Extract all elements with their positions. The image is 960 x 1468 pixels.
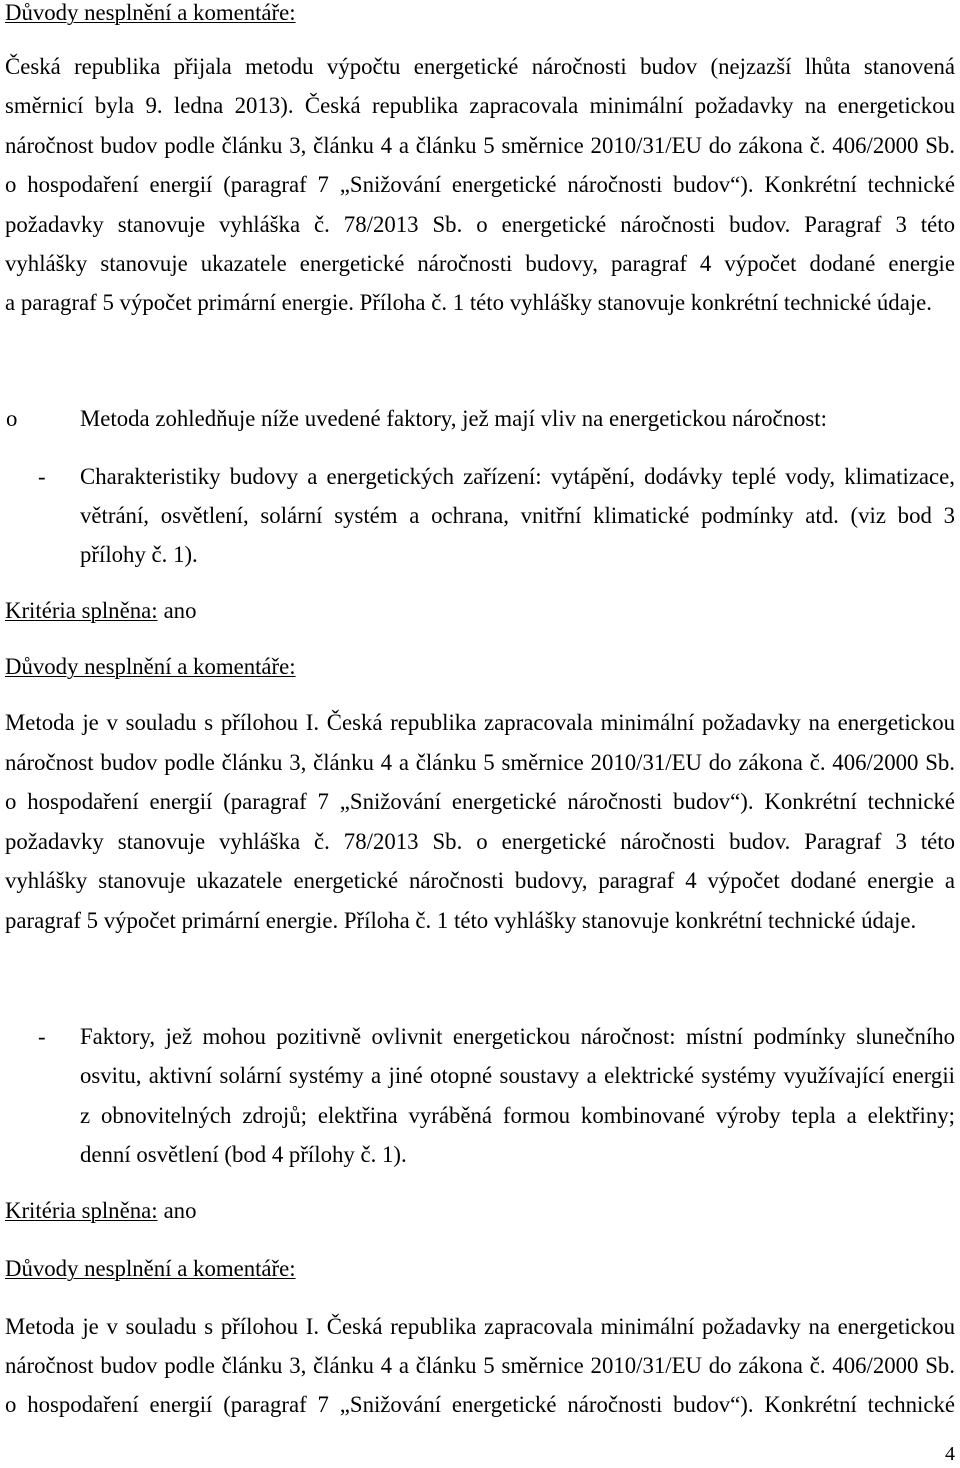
method-list-item [6, 399, 955, 439]
criteria-label: Kritéria splněna: [5, 598, 158, 623]
comments-heading: Důvody nesplnění a komentáře: [5, 0, 296, 25]
factor-list-item-2 [38, 1017, 955, 1175]
paragraph-line: vyhlášky stanovuje ukazatele energetické náročnosti budovy, paragraf 4 výpočet dodané energie a [5, 868, 955, 894]
comments-heading: Důvody nesplnění a komentáře: [5, 654, 296, 679]
paragraph-line: požadavky stanovuje vyhláška č. 78/2013 Sb. o energetické náročnosti budov. Paragraf 3 této [5, 828, 955, 854]
paragraph-line: Metoda je v souladu s přílohou I. Česká republika zapracovala minimální požadavky na energetickou [5, 710, 955, 735]
paragraph-line: o hospodaření energií (paragraf 7 „Snižování energetické náročnosti budov“). Konkrétní technické [5, 172, 955, 198]
comments-heading: Důvody nesplnění a komentáře: [5, 1256, 296, 1281]
list-item-line: denní osvětlení (bod 4 přílohy č. 1). [80, 1142, 407, 1168]
paragraph-line: náročnost budov podle článku 3, článku 4 a článku 5 směrnice 2010/31/EU do zákona č. 406/2000 Sb. [5, 1353, 955, 1378]
dash-marker: - [38, 464, 46, 489]
list-item-line: větrání, osvětlení, solární systém a ochrana, vnitřní klimatické podmínky atd. (viz bod 3 [80, 503, 955, 528]
criteria-label: Kritéria splněna: [5, 1198, 158, 1223]
paragraph-line: náročnost budov podle článku 3, článku 4 a článku 5 směrnice 2010/31/EU do zákona č. 406/2000 Sb. [5, 749, 955, 775]
comments-heading-block-3 [5, 1249, 955, 1289]
factor-list-item-1 [38, 457, 955, 574]
criteria-value: ano [163, 598, 197, 623]
criteria-value: ano [163, 1198, 197, 1223]
criteria-line-2 [5, 1191, 955, 1231]
bullet-marker: o [6, 406, 18, 431]
paragraph-line: požadavky stanovuje vyhláška č. 78/2013 Sb. o energetické náročnosti budov. Paragraf 3 této [5, 211, 955, 237]
comments-heading-block-1 [5, 0, 955, 33]
paragraph-line: paragraf 5 výpočet primární energie. Příloha č. 1 této vyhlášky stanovuje konkrétní technické údaje. [5, 907, 917, 933]
list-item-line: přílohy č. 1). [80, 542, 198, 567]
comments-heading-block-2 [5, 647, 955, 687]
criteria-line-1 [5, 591, 955, 631]
comments-paragraph-3 [5, 1307, 955, 1424]
paragraph-line: o hospodaření energií (paragraf 7 „Snižování energetické náročnosti budov“). Konkrétní technické [5, 1392, 955, 1417]
paragraph-line: o hospodaření energií (paragraf 7 „Snižování energetické náročnosti budov“). Konkrétní technické [5, 789, 955, 815]
paragraph-line: a paragraf 5 výpočet primární energie. Příloha č. 1 této vyhlášky stanovuje konkrétní technické údaje. [5, 290, 932, 316]
paragraph-line: vyhlášky stanovuje ukazatele energetické náročnosti budovy, paragraf 4 výpočet dodané energie [5, 251, 955, 277]
list-item-line: z obnovitelných zdrojů; elektřina vyráběná formou kombinované výroby tepla a elektřiny; [80, 1102, 955, 1128]
page-number: 4 [945, 1443, 955, 1465]
paragraph-line: Česká republika přijala metodu výpočtu energetické náročnosti budov (nejzazší lhůta stanovená [5, 54, 955, 79]
paragraph-line: směrnicí byla 9. ledna 2013). Česká republika zapracovala minimální požadavky na energetickou [5, 93, 955, 119]
paragraph-line: náročnost budov podle článku 3, článku 4 a článku 5 směrnice 2010/31/EU do zákona č. 406/2000 Sb. [5, 132, 955, 158]
paragraph-line: Metoda je v souladu s přílohou I. Česká republika zapracovala minimální požadavky na energetickou [5, 1314, 955, 1339]
dash-marker: - [38, 1024, 46, 1049]
list-item-line: Charakteristiky budovy a energetických zařízení: vytápění, dodávky teplé vody, klimatizace, [80, 464, 955, 489]
list-item-line: Faktory, jež mohou pozitivně ovlivnit energetickou náročnost: místní podmínky slunečního [80, 1024, 955, 1049]
list-item-line: osvitu, aktivní solární systémy a jiné otopné soustavy a elektrické systémy využívající energii [80, 1063, 955, 1089]
list-item-text: Metoda zohledňuje níže uvedené faktory, jež mají vliv na energetickou náročnost: [80, 406, 827, 431]
comments-paragraph-1 [5, 47, 955, 323]
comments-paragraph-2 [5, 703, 955, 941]
